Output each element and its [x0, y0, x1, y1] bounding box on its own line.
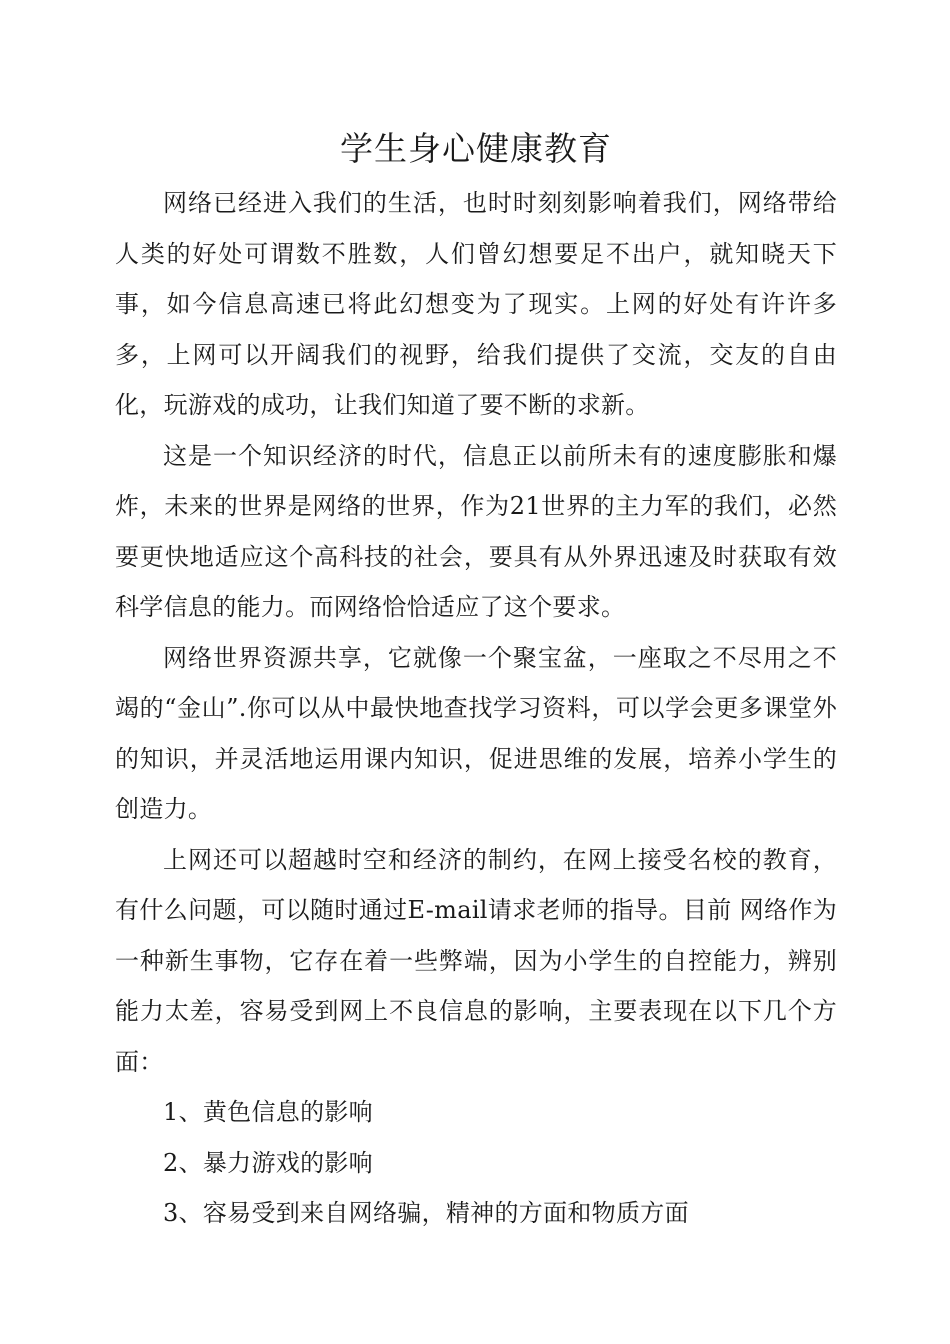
list-item-2: 2、暴力游戏的影响	[163, 1148, 373, 1177]
paragraph-4: 上网还可以超越时空和经济的制约，在网上接受名校的教育，有什么问题，可以随时通过E-mail请求老师的指导。目前 网络作为一种新生事物，它存在着一些弊端，因为小学生的自控能力，辨别能力太差，容易受到网上不良信息的影响，主要表现在以下几个方面：	[115, 845, 837, 1076]
paragraph-3: 网络世界资源共享，它就像一个聚宝盆，一座取之不尽用之不竭的“金山”.你可以从中最快地查找学习资料，可以学会更多课堂外的知识，并灵活地运用课内知识，促进思维的发展，培养小学生的创造力。	[115, 643, 837, 823]
paragraph-1: 网络已经进入我们的生活，也时时刻刻影响着我们，网络带给人类的好处可谓数不胜数，人们曾幻想要足不出户，就知晓天下事，如今信息高速已将此幻想变为了现实。上网的好处有许许多多，上网可以开阔我们的视野，给我们提供了交流，交友的自由化，玩游戏的成功，让我们知道了要不断的求新。	[115, 189, 837, 419]
list-item-3: 3、容易受到来自网络骗，精神的方面和物质方面	[163, 1199, 689, 1227]
document-title: 学生身心健康教育	[340, 129, 612, 168]
paragraph-2: 这是一个知识经济的时代，信息正以前所未有的速度膨胀和爆炸，未来的世界是网络的世界，作为21世界的主力军的我们，必然要更快地适应这个高科技的社会，要具有从外界迅速及时获取有效科学信息的能力。而网络恰恰适应了这个要求。	[115, 441, 837, 621]
list-item-1: 1、黄色信息的影响	[163, 1098, 373, 1126]
document-body	[115, 124, 837, 1239]
